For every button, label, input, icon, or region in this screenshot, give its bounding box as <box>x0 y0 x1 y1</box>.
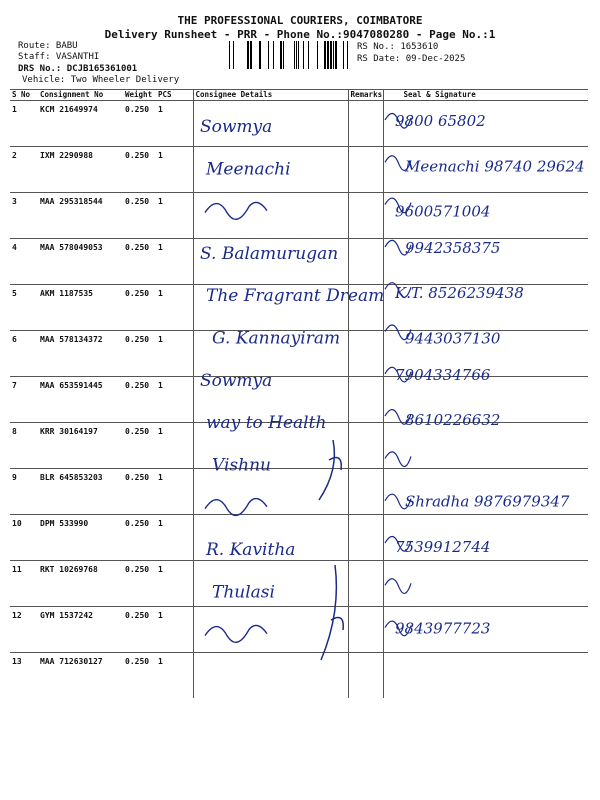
row-consignment-no: KRR 30164197 <box>38 423 123 469</box>
route-label: Route: BABU <box>18 41 78 51</box>
row-weight: 0.250 <box>123 377 156 423</box>
seal-signature-text: 8610226632 <box>405 411 501 430</box>
row-pcs: 1 <box>156 101 193 147</box>
rs-number: RS No.: 1653610 <box>357 42 439 52</box>
row-pcs: 1 <box>156 193 193 239</box>
row-sno: 8 <box>10 423 38 469</box>
row-consignment-no: MAA 578134372 <box>38 331 123 377</box>
row-weight: 0.250 <box>123 331 156 377</box>
row-consignment-no: MAA 653591445 <box>38 377 123 423</box>
row-consignment-no: MAA 295318544 <box>38 193 123 239</box>
col-header-remarks: Remarks <box>348 90 383 101</box>
row-consignment-no: BLR 645853203 <box>38 469 123 515</box>
row-pcs: 1 <box>156 331 193 377</box>
row-pcs: 1 <box>156 285 193 331</box>
rs-date: RS Date: 09-Dec-2025 <box>357 54 466 64</box>
row-weight: 0.250 <box>123 423 156 469</box>
row-sno: 12 <box>10 607 38 653</box>
row-pcs: 1 <box>156 515 193 561</box>
row-consignment-no: MAA 712630127 <box>38 653 123 699</box>
consignee-signature: Thulasi <box>212 582 275 603</box>
row-sno: 5 <box>10 285 38 331</box>
row-pcs: 1 <box>156 377 193 423</box>
row-sno: 1 <box>10 101 38 147</box>
consignee-signature: Vishnu <box>212 455 271 476</box>
row-sno: 11 <box>10 561 38 607</box>
seal-scribble <box>385 579 411 594</box>
consignee-signature: Sowmya <box>200 117 273 137</box>
row-weight: 0.250 <box>123 239 156 285</box>
col-header-sno: S No <box>10 90 38 101</box>
seal-signature-text: 7539912744 <box>395 538 491 556</box>
row-pcs: 1 <box>156 239 193 285</box>
remarks-pen-stroke <box>319 440 341 500</box>
remarks-pen-stroke <box>321 565 343 660</box>
seal-scribble <box>385 452 411 467</box>
vehicle-label: Vehicle: Two Wheeler Delivery <box>22 75 180 85</box>
consignee-signature: G. Kannayiram <box>212 328 341 349</box>
col-header-pcs: PCS <box>156 90 193 101</box>
row-pcs: 1 <box>156 653 193 699</box>
row-consignment-no: GYM 1537242 <box>38 607 123 653</box>
row-consignment-no: AKM 1187535 <box>38 285 123 331</box>
seal-signature-text: 9443037130 <box>405 329 501 348</box>
row-pcs: 1 <box>156 469 193 515</box>
drs-number: DRS No.: DCJB165361001 <box>18 64 138 74</box>
seal-signature-text: Shradha 9876979347 <box>405 492 570 511</box>
row-weight: 0.250 <box>123 193 156 239</box>
consignee-signature: way to Health <box>206 413 327 434</box>
row-pcs: 1 <box>156 561 193 607</box>
row-weight: 0.250 <box>123 285 156 331</box>
row-consignment-no: KCM 21649974 <box>38 101 123 147</box>
col-header-seal: Seal & Signature <box>383 90 588 101</box>
seal-signature-text: 9600571004 <box>395 202 491 221</box>
consignee-scribble <box>205 202 267 219</box>
row-weight: 0.250 <box>123 101 156 147</box>
seal-signature-text: 9843977723 <box>395 619 491 638</box>
consignee-signature: S. Balamurugan <box>200 243 339 264</box>
row-sno: 10 <box>10 515 38 561</box>
row-consignment-no: DPM 533990 <box>38 515 123 561</box>
seal-signature-text: 7904334766 <box>395 365 491 384</box>
col-header-consignee: Consignee Details <box>193 90 348 101</box>
seal-signature-text: K.T. 8526239438 <box>395 284 524 303</box>
row-consignment-no: IXM 2290988 <box>38 147 123 193</box>
row-sno: 3 <box>10 193 38 239</box>
col-header-consignment: Consignment No <box>38 90 123 101</box>
row-pcs: 1 <box>156 423 193 469</box>
row-consignment-no: RKT 10269768 <box>38 561 123 607</box>
consignee-scribble <box>205 625 267 642</box>
row-weight: 0.250 <box>123 561 156 607</box>
row-sno: 4 <box>10 239 38 285</box>
runsheet-subtitle: Delivery Runsheet - PRR - Phone No.:9047080280 - Page No.:1 <box>104 28 496 41</box>
row-sno: 2 <box>10 147 38 193</box>
row-pcs: 1 <box>156 607 193 653</box>
row-pcs: 1 <box>156 147 193 193</box>
row-weight: 0.250 <box>123 147 156 193</box>
consignee-scribble <box>205 499 267 516</box>
seal-signature-text: Meenachi 98740 29624 <box>405 157 585 176</box>
consignee-signature: The Fragrant Dream <box>206 286 385 307</box>
row-weight: 0.250 <box>123 607 156 653</box>
row-weight: 0.250 <box>123 653 156 699</box>
row-sno: 7 <box>10 377 38 423</box>
row-consignment-no: MAA 578049053 <box>38 239 123 285</box>
row-sno: 13 <box>10 653 38 699</box>
row-weight: 0.250 <box>123 515 156 561</box>
row-sno: 9 <box>10 469 38 515</box>
staff-label: Staff: VASANTHI <box>18 52 100 62</box>
row-weight: 0.250 <box>123 469 156 515</box>
consignee-signature: R. Kavitha <box>206 540 296 560</box>
consignee-signature: Meenachi <box>206 159 291 180</box>
row-sno: 6 <box>10 331 38 377</box>
seal-signature-text: 9942358375 <box>405 238 501 257</box>
company-title: THE PROFESSIONAL COURIERS, COIMBATORE <box>177 14 423 27</box>
seal-signature-text: 9800 65802 <box>395 112 486 130</box>
col-header-weight: Weight <box>123 90 156 101</box>
consignee-signature: Sowmya <box>200 370 273 391</box>
